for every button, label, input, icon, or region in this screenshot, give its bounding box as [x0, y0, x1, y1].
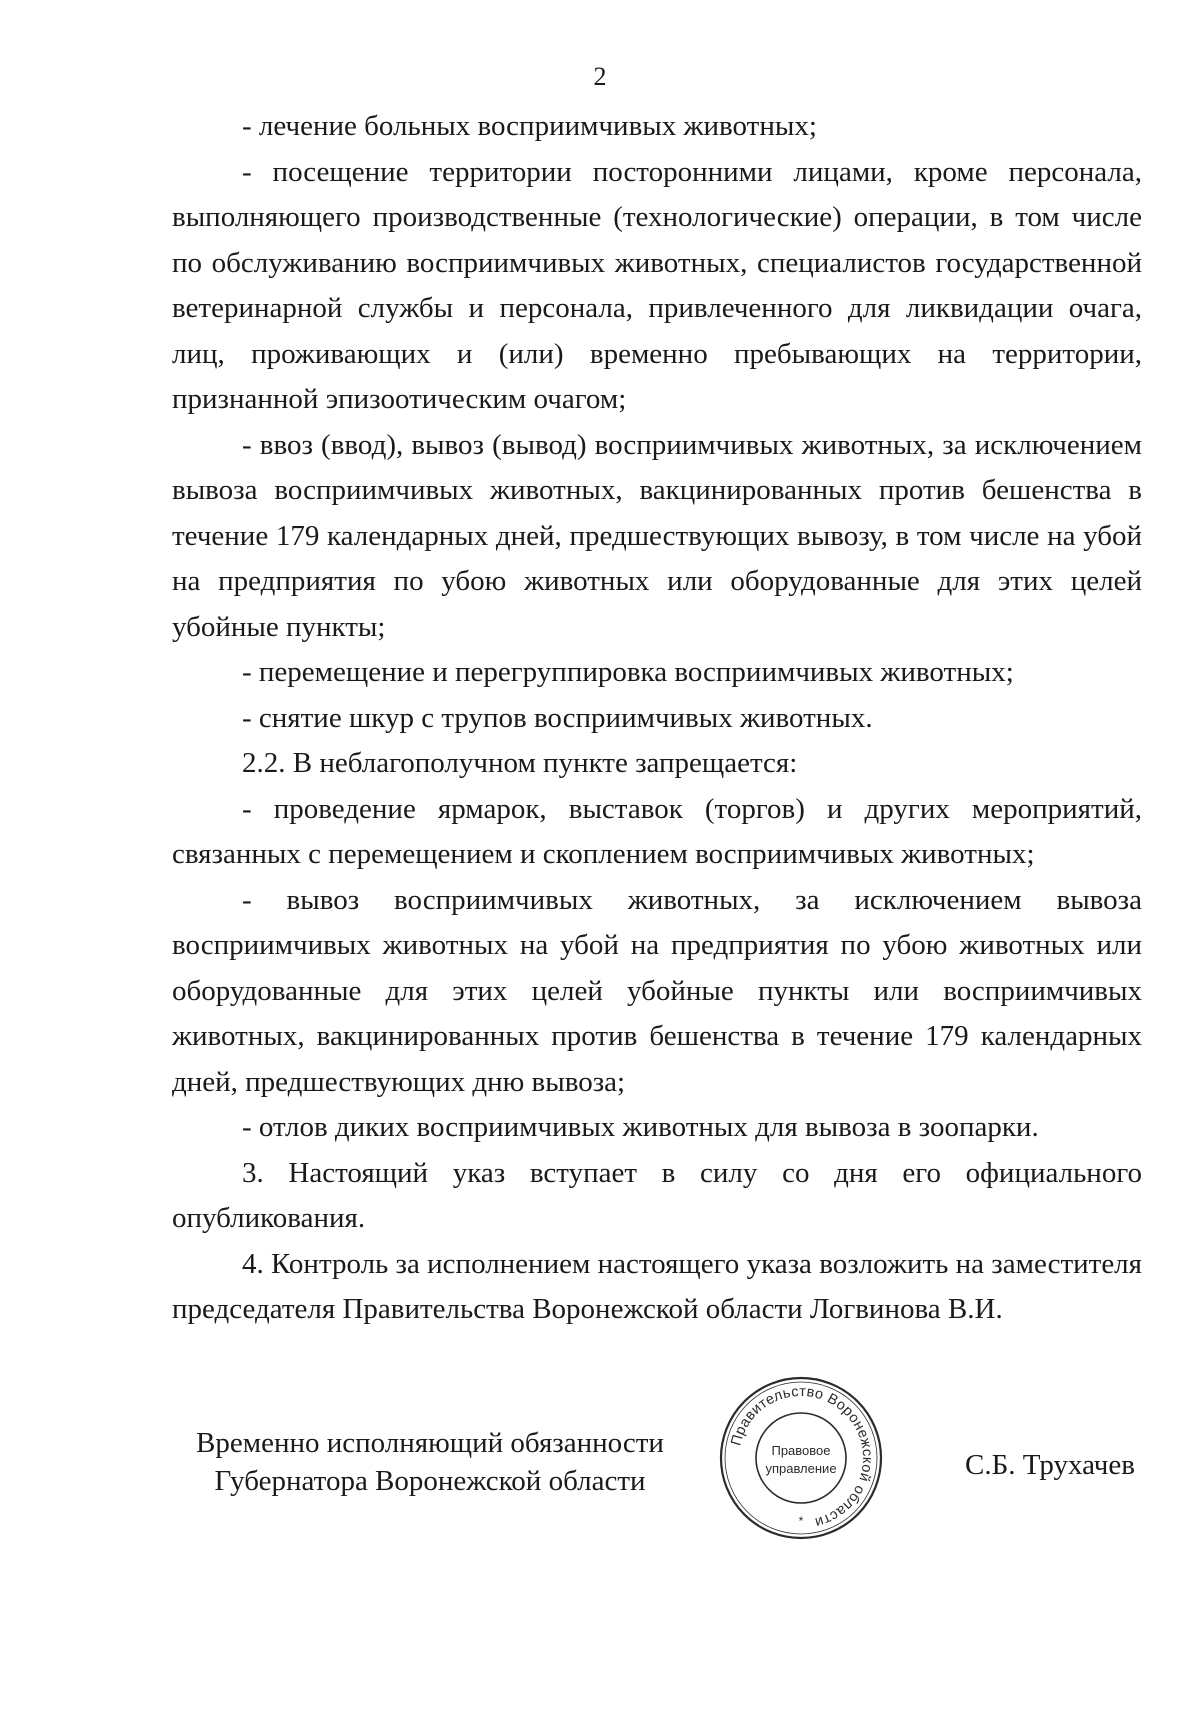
paragraph: - отлов диких восприимчивых животных для вывоза в зоопарки. — [242, 1111, 1039, 1143]
paragraph: 3. Настоящий указ вступает в силу со дня его официального опубликования. — [172, 1156, 1142, 1234]
signatory-position-line: Губернатора Воронежской области — [214, 1465, 646, 1497]
section-heading: 2.2. В неблагополучном пункте запрещается: — [242, 747, 798, 779]
paragraph: - ввоз (ввод), вывоз (вывод) восприимчивых животных, за исключением вывоза восприимчивых животных, вакцинированных против бешенства в течение 179 календарных дней, предшествующих вывозу, в том числе на убой на предприятия по убою животных или оборудованные для этих целей убойные пункты; — [172, 428, 1142, 643]
paragraph: - посещение территории посторонними лицами, кроме персонала, выполняющего производственные (технологические) операции, в том числе по обслуживанию восприимчивых животных, специалистов государственной ветеринарной службы и персонала, привлеченного для ликвидации очага, лиц, проживающих и (или) временно пребывающих на территории, признанной эпизоотическим очагом; — [172, 155, 1142, 415]
paragraph: 4. Контроль за исполнением настоящего указа возложить на заместителя председателя Правительства Воронежской области Логвинова В.И. — [172, 1247, 1142, 1325]
signatory-name: С.Б. Трухачев — [965, 1449, 1135, 1481]
paragraph: - вывоз восприимчивых животных, за исключением вывоза восприимчивых животных на убой на предприятия по убою животных или оборудованные для этих целей убойные пункты или восприимчивых животных, вакцинированных против бешенства в течение 179 календарных дней, предшествующих дню вывоза; — [172, 883, 1142, 1098]
stamp-center-line: Правовое — [771, 1443, 831, 1458]
stamp-center-line: управление — [765, 1461, 837, 1476]
document-body — [172, 104, 1142, 1333]
page-number: 2 — [593, 62, 607, 91]
signatory-position-line: Временно исполняющий обязанности — [196, 1427, 664, 1459]
paragraph: - лечение больных восприимчивых животных; — [242, 110, 817, 142]
star-icon: * — [798, 1514, 804, 1528]
paragraph: - снятие шкур с трупов восприимчивых животных. — [242, 701, 873, 734]
stamp-ring-text: Правительство Воронежской области — [728, 1383, 876, 1531]
paragraph: - проведение ярмарок, выставок (торгов) и других мероприятий, связанных с перемещением и скоплением восприимчивых животных; — [172, 792, 1142, 870]
paragraph: - перемещение и перегруппировка восприимчивых животных; — [242, 656, 1014, 688]
signatory-position — [170, 1424, 690, 1500]
official-stamp — [716, 1373, 886, 1543]
